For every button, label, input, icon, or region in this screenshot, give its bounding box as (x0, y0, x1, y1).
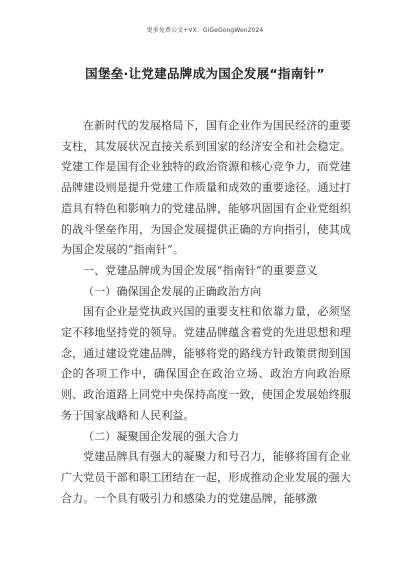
subsection-heading-1: （一）确保国企发展的正确政治方向 (83, 284, 262, 298)
document-body (61, 116, 351, 509)
subsection-heading-2: （二）凝聚国企发展的强大合力 (83, 429, 240, 443)
subsection-paragraph-1: 国有企业是党执政兴国的重要支柱和依靠力量，必须坚定不移地坚持党的领导。党建品牌蕴含着党的先进思想和理念，通过建设党建品牌，能够将党的路线方针政策贯彻到国企的各项工作中，确保国企在政治立场、政治方向政治原则、政治道路上同党中央保持高度一致，使国企发展始终服务于国家战略和人民利益。 (61, 305, 351, 422)
intro-paragraph: 在新时代的发展格局下，国有企业作为国民经济的重要支柱，其发展状况直接关系到国家的经济安全和社会稳定。党建工作是国有企业独特的政治资源和核心竞争力，而党建品牌建设则是提升党建工作质量和成效的重要途径。通过打造具有特色和影响力的党建品牌，能够巩固国有企业党组织的战斗堡垒作用，为国企发展提供正确的方向指引，使其成为国企发展的“指南针”。 (61, 119, 351, 257)
subsection-paragraph-2: 党建品牌具有强大的凝聚力和号召力，能够将国有企业广大党员干部和职工团结在一起，形成推动企业发展的强大合力。一个具有吸引力和感染力的党建品牌，能够激 (61, 450, 351, 505)
top-note: 更多免费公文+VX：GiGeGongWen2024 (146, 27, 264, 34)
section-heading: 一、党建品牌成为国企发展“指南针”的重要意义 (83, 263, 318, 277)
document-title: 国堡垒·让党建品牌成为国企发展“指南针” (85, 66, 325, 81)
